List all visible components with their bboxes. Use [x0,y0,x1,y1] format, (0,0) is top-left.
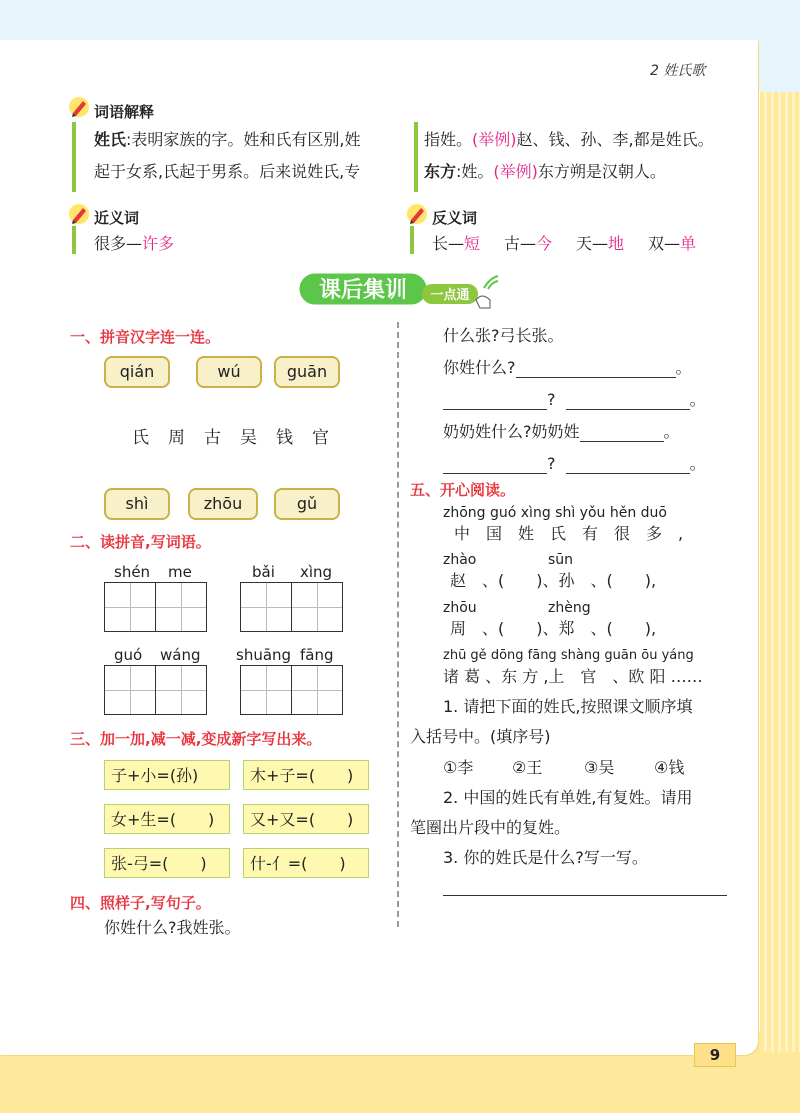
antonym-pair-1: 长—短 [432,234,481,253]
page-edge-stripes [760,92,800,1052]
q5-sub1-line1: 1. 请把下面的姓氏,按照课文顺序填 [443,697,693,716]
char: 吴 [240,428,257,448]
option: ①李 [443,758,474,777]
math-char-box[interactable]: 又+又=( ) [243,804,369,834]
writing-grid[interactable] [104,665,206,715]
reading-line: 中 国 姓 氏 有 很 多 , [454,524,684,543]
synonym-pair: 很多—许多 [94,234,175,253]
pinyin: me [168,563,192,581]
q4-line-4: ? 。 [443,390,706,410]
answer-line[interactable] [443,457,547,474]
synonym-heading: 近义词 [94,209,140,227]
running-title: 2 姓氏歌 [650,63,706,79]
explain-left-line1: 姓氏:表明家族的字。姓和氏有区别,姓 [94,130,361,149]
pencil-icon [68,96,90,118]
math-char-box[interactable]: 什-亻=( ) [243,848,369,878]
signal-icon [480,272,504,292]
q4-line-6: ? 。 [443,454,706,474]
q4-line-3: 你姓什么? 。 [443,358,692,377]
q4-heading: 四、照样子,写句子。 [70,894,211,912]
pinyin: guó [114,646,143,664]
q5-sub2-line1: 2. 中国的姓氏有单姓,有复姓。请用 [443,788,693,807]
q3-heading: 三、加一加,减一减,变成新字写出来。 [70,730,322,748]
math-char-box[interactable]: 张-弓=( ) [104,848,230,878]
pencil-icon [68,203,90,225]
green-bar [410,226,414,254]
banner-tag: 一点通 [430,288,470,303]
char: 周 [168,428,185,448]
pinyin-card: gǔ [274,488,340,520]
q5-sub2-line2: 笔圈出片段中的复姓。 [410,818,571,837]
pencil-icon [406,203,428,225]
pinyin-card: wú [196,356,262,388]
antonym-pair-2: 古—今 [504,234,553,253]
reading-line: 赵 、( )、孙 、( ), [450,571,657,590]
pinyin: shuāng [236,646,292,664]
pinyin: zhèng [548,600,591,616]
pinyin-card: qián [104,356,170,388]
word-explain-heading: 词语解释 [94,103,155,121]
antonym-heading: 反义词 [432,209,478,227]
option: ③吴 [584,758,615,777]
pinyin-line: zhū gě dōng fāng shàng guān ōu yáng [443,648,694,663]
pinyin: sūn [548,552,574,568]
answer-line[interactable] [566,457,690,474]
q4-example-2: 什么张?弓长张。 [443,326,564,345]
pinyin: xìng [300,563,333,581]
q4-line-5: 奶奶姓什么?奶奶姓 。 [443,422,680,441]
char: 氏 [132,428,149,448]
pinyin-card: guān [274,356,340,388]
answer-line[interactable] [443,393,547,410]
writing-grid[interactable] [240,582,342,632]
q5-heading: 五、开心阅读。 [410,481,516,499]
pinyin-line: zhōng guó xìng shì yǒu hěn duō [443,505,667,521]
answer-line[interactable] [516,361,676,378]
q4-example-1: 你姓什么?我姓张。 [104,918,241,937]
q5-sub3: 3. 你的姓氏是什么?写一写。 [443,848,648,867]
explain-right-line1: 指姓。(举例)赵、钱、孙、李,都是姓氏。 [424,130,714,149]
answer-line[interactable] [580,425,664,442]
char: 古 [204,428,221,448]
green-bar [414,122,418,192]
reading-line: 诸 葛 、东 方 ,上 官 、欧 阳 …… [443,667,703,686]
char: 官 [312,428,329,448]
reading-line: 周 、( )、郑 、( ), [450,619,657,638]
writing-grid[interactable] [104,582,206,632]
math-char-box[interactable]: 女+生=( ) [104,804,230,834]
green-bar [72,226,76,254]
answer-line[interactable] [566,393,690,410]
math-char-box: 子+小=(孙) [104,760,230,790]
q2-heading: 二、读拼音,写词语。 [70,533,211,551]
pinyin: bǎi [252,563,275,581]
pinyin-card: shì [104,488,170,520]
q5-sub1-line2: 入括号中。(填序号) [410,727,551,746]
pinyin: zhōu [443,600,477,616]
column-divider [397,322,399,927]
pinyin-card: zhōu [188,488,258,520]
section-banner [298,270,510,310]
pinyin: fāng [300,646,334,664]
green-bar [72,122,76,192]
explain-right-line2: 东方:姓。(举例)东方朔是汉朝人。 [424,162,666,181]
explain-left-line2: 起于女系,氏起于男系。后来说姓氏,专 [94,162,361,181]
pinyin: shén [114,563,151,581]
banner-title: 课后集训 [318,278,408,303]
answer-line[interactable] [443,895,727,896]
writing-grid[interactable] [240,665,342,715]
math-char-box[interactable]: 木+子=( ) [243,760,369,790]
char: 钱 [276,428,293,448]
pinyin: zhào [443,552,477,568]
page-number: 9 [694,1043,736,1067]
q1-heading: 一、拼音汉字连一连。 [70,328,221,346]
option: ④钱 [654,758,685,777]
antonym-pair-4: 双—单 [648,234,697,253]
antonym-pair-3: 天—地 [576,234,625,253]
option: ②王 [512,758,543,777]
pinyin: wáng [160,646,201,664]
